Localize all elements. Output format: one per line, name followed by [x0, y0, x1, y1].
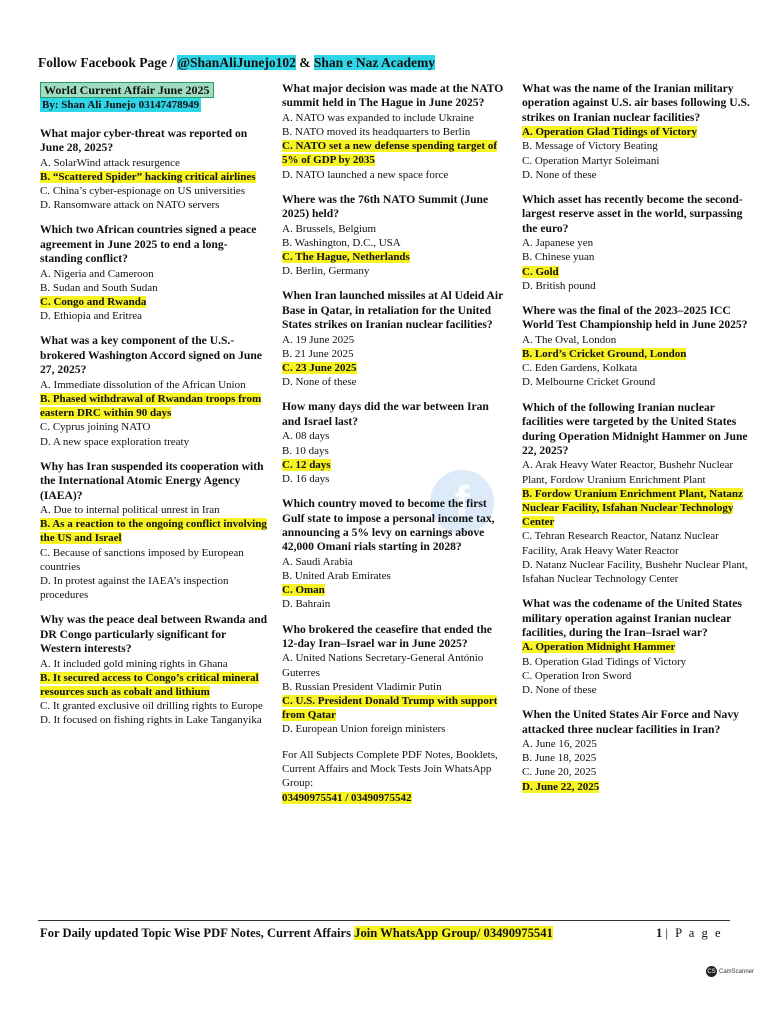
option-text: B. Phased withdrawal of Rwandan troops from eastern DRC within 90 days: [40, 392, 262, 420]
answer-option: [40, 281, 268, 295]
answer-option-correct: [282, 458, 510, 472]
option-text: D. None of these: [522, 683, 597, 696]
answer-option: [522, 139, 750, 153]
answer-option: [522, 669, 750, 683]
answer-option-correct: [522, 125, 750, 139]
promo-note: [282, 748, 510, 806]
option-text: B. June 18, 2025: [522, 752, 597, 765]
question-block: [522, 401, 750, 586]
answer-option: [40, 699, 268, 713]
option-text: C. U.S. President Donald Trump with support from Qatar: [282, 694, 498, 722]
answer-option: [282, 236, 510, 250]
answer-option: [282, 347, 510, 361]
question-text: When the United States Air Force and Navy attacked three nuclear facilities in Iran?: [522, 708, 739, 736]
answer-option: [282, 264, 510, 278]
option-text: D. Melbourne Cricket Ground: [522, 376, 656, 389]
option-text: D. Bahrain: [282, 598, 331, 611]
option-text: B. “Scattered Spider” hacking critical airlines: [40, 170, 256, 183]
promo-text: For All Subjects Complete PDF Notes, Booklets, Current Affairs and Mock Tests Join WhatsApp Group:: [282, 748, 498, 790]
answer-option: [282, 168, 510, 182]
answer-option-correct: [282, 250, 510, 264]
answer-option: [282, 680, 510, 694]
option-text: A. Nigeria and Cameroon: [40, 267, 154, 280]
option-text: C. Operation Martyr Soleimani: [522, 154, 660, 167]
answer-option: [522, 236, 750, 250]
page-label: | P a g e: [665, 926, 723, 940]
answer-option: [40, 198, 268, 212]
answer-option: [522, 154, 750, 168]
option-text: A. Brussels, Belgium: [282, 222, 377, 235]
answer-option: [40, 309, 268, 323]
option-text: A. 19 June 2025: [282, 333, 355, 346]
page-footer: [40, 926, 730, 941]
option-text: C. NATO set a new defense spending target of 5% of GDP by 2035: [282, 140, 497, 167]
question-block: [40, 460, 268, 603]
answer-option-correct: [40, 671, 268, 699]
option-text: B. Russian President Vladimir Putin: [282, 680, 442, 693]
answer-option: [282, 111, 510, 125]
option-text: C. Operation Iron Sword: [522, 669, 632, 682]
camscanner-badge: [706, 966, 754, 977]
option-text: D. Ransomware attack on NATO servers: [40, 199, 220, 212]
question-block: [282, 193, 510, 279]
byline: By: Shan Ali Junejo 03147478949: [42, 99, 200, 112]
option-text: B. Washington, D.C., USA: [282, 236, 401, 249]
answer-option: [282, 597, 510, 611]
question-text: Where was the 76th NATO Summit (June 2025) held?: [282, 192, 489, 221]
option-text: A. Saudi Arabia: [282, 555, 353, 568]
footer-divider: [38, 920, 730, 921]
facebook-handle: @ShanAliJunejo102: [177, 55, 296, 70]
question-block: [282, 623, 510, 737]
option-text: C. China’s cyber-espionage on US universities: [40, 185, 246, 198]
answer-option: [522, 737, 750, 751]
answer-option: [40, 713, 268, 727]
option-text: D. June 22, 2025: [522, 780, 600, 793]
option-text: D. Natanz Nuclear Facility, Bushehr Nuclear Plant, Isfahan Nuclear Technology Center: [522, 558, 748, 585]
question-block: [40, 127, 268, 213]
option-text: A. SolarWind attack resurgence: [40, 156, 180, 169]
question-list: [282, 82, 510, 737]
answer-option: [40, 267, 268, 281]
option-text: A. The Oval, London: [522, 333, 617, 346]
option-text: D. 16 days: [282, 472, 330, 485]
option-text: B. It secured access to Congo’s critical mineral resources such as cobalt and lithium: [40, 671, 259, 698]
header-prefix: Follow Facebook Page /: [38, 55, 178, 70]
option-text: C. June 20, 2025: [522, 766, 597, 779]
option-text: C. Eden Gardens, Kolkata: [522, 362, 638, 375]
answer-option-correct: [40, 517, 268, 545]
question-text: Why has Iran suspended its cooperation with the International Atomic Energy Agency (IAEA)?: [40, 459, 264, 502]
option-text: D. Ethiopia and Eritrea: [40, 310, 143, 323]
answer-option-correct: [40, 295, 268, 309]
question-text: Who brokered the ceasefire that ended the 12-day Iran–Israel war in June 2025?: [282, 622, 492, 650]
answer-option: [282, 472, 510, 486]
question-list: [522, 82, 750, 794]
option-text: B. Lord’s Cricket Ground, London: [522, 348, 687, 361]
question-block: [282, 497, 510, 611]
question-block: [40, 334, 268, 448]
answer-option: [40, 184, 268, 198]
question-block: [522, 193, 750, 293]
option-text: D. A new space exploration treaty: [40, 435, 190, 448]
answer-option-correct: [40, 170, 268, 184]
question-text: When Iran launched missiles at Al Udeid Air Base in Qatar, in retaliation for the United States strikes on Iranian nuclear facilities?: [282, 289, 504, 332]
answer-option-correct: [522, 265, 750, 279]
question-text: Which asset has recently become the second-largest reserve asset in the world, surpassing the euro?: [522, 193, 743, 235]
option-text: D. None of these: [522, 168, 597, 181]
page-number: [656, 926, 723, 941]
answer-option: [282, 444, 510, 458]
answer-option: [282, 569, 510, 583]
option-text: B. Chinese yuan: [522, 251, 595, 264]
answer-option: [282, 429, 510, 443]
option-text: B. Fordow Uranium Enrichment Plant, Natanz Nuclear Facility, Isfahan Nuclear Technology Center: [522, 487, 743, 529]
question-text: What was the codename of the United States military operation against Iranian nuclear facilities, during the Iran–Israel war?: [522, 597, 742, 639]
question-text: What major cyber-threat was reported on June 28, 2025?: [40, 126, 248, 155]
answer-option: [40, 657, 268, 671]
option-text: A. Operation Glad Tidings of Victory: [522, 126, 698, 139]
question-text: Where was the final of the 2023–2025 ICC World Test Championship held in June 2025?: [522, 304, 748, 332]
question-block: [282, 289, 510, 389]
answer-option: [522, 558, 750, 586]
answer-option-correct: [282, 694, 510, 722]
option-text: C. Oman: [282, 584, 325, 597]
option-text: D. In protest against the IAEA’s inspection procedures: [40, 574, 229, 602]
question-text: Why was the peace deal between Rwanda and DR Congo particularly significant for Western interests?: [40, 613, 268, 656]
page-header: [38, 55, 738, 71]
column-3: [522, 82, 750, 805]
option-text: B. Operation Glad Tidings of Victory: [522, 655, 687, 668]
answer-option: [522, 683, 750, 697]
question-text: How many days did the war between Iran and Israel last?: [282, 400, 489, 428]
option-text: B. Sudan and South Sudan: [40, 281, 158, 294]
answer-option-correct: [282, 583, 510, 597]
answer-option: [522, 529, 750, 557]
camscanner-logo-icon: CS: [706, 966, 717, 977]
option-text: A. NATO was expanded to include Ukraine: [282, 111, 474, 124]
question-text: What major decision was made at the NATO summit held in The Hague in June 2025?: [282, 82, 504, 110]
question-text: Which country moved to become the first Gulf state to impose a personal income tax, announcing a 5% levy on earnings above 42,000 Omani rials starting in 2028?: [282, 497, 495, 554]
option-text: C. 12 days: [282, 458, 331, 471]
option-text: A. Due to internal political unrest in Iran: [40, 503, 220, 516]
answer-option: [282, 333, 510, 347]
option-text: C. The Hague, Netherlands: [282, 251, 410, 264]
question-block: [522, 304, 750, 390]
option-text: C. It granted exclusive oil drilling rights to Europe: [40, 700, 263, 713]
question-block: [522, 597, 750, 697]
answer-option-correct: [522, 347, 750, 361]
answer-option: [40, 420, 268, 434]
question-text: What was a key component of the U.S.-brokered Washington Accord signed on June 27, 2025?: [40, 334, 262, 377]
answer-option: [282, 375, 510, 389]
camscanner-label: CamScanner: [719, 968, 755, 975]
answer-option: [282, 722, 510, 736]
option-text: C. Because of sanctions imposed by European countries: [40, 546, 244, 573]
option-text: A. Japanese yen: [522, 237, 594, 250]
facebook-watermark-icon: f: [430, 470, 494, 534]
question-block: [40, 223, 268, 323]
answer-option: [522, 765, 750, 779]
answer-option: [282, 555, 510, 569]
option-text: A. Arak Heavy Water Reactor, Bushehr Nuclear Plant, Fordow Uranium Enrichment Plant: [522, 459, 734, 486]
promo-phones: 03490975541 / 03490975542: [282, 791, 412, 804]
answer-option-correct: [522, 780, 750, 794]
academy-name: Shan e Naz Academy: [313, 55, 435, 70]
answer-option-correct: [282, 139, 510, 167]
answer-option: [282, 651, 510, 679]
answer-option: [282, 125, 510, 139]
question-text: What was the name of the Iranian military operation against U.S. air bases following U.S. strikes on Iranian nuclear facilities?: [522, 82, 750, 124]
option-text: A. Operation Midnight Hammer: [522, 641, 676, 654]
answer-option-correct: [282, 361, 510, 375]
answer-option: [40, 574, 268, 602]
column-2: [282, 82, 510, 805]
answer-option: [40, 378, 268, 392]
option-text: B. 10 days: [282, 444, 329, 457]
answer-option: [522, 333, 750, 347]
question-block: [522, 708, 750, 794]
question-block: [282, 82, 510, 182]
option-text: D. European Union foreign ministers: [282, 723, 446, 736]
answer-option: [522, 458, 750, 486]
option-text: C. Tehran Research Reactor, Natanz Nuclear Facility, Arak Heavy Water Reactor: [522, 530, 719, 557]
option-text: A. Immediate dissolution of the African Union: [40, 378, 246, 391]
question-list: [40, 127, 268, 728]
answer-option-correct: [522, 487, 750, 530]
option-text: B. Message of Victory Beating: [522, 140, 658, 153]
option-text: C. Cyprus joining NATO: [40, 421, 151, 434]
question-block: [282, 400, 510, 486]
option-text: C. 23 June 2025: [282, 362, 357, 375]
question-block: [522, 82, 750, 182]
column-1: [40, 82, 268, 739]
answer-option: [522, 361, 750, 375]
question-block: [40, 613, 268, 727]
answer-option: [522, 250, 750, 264]
answer-option: [522, 751, 750, 765]
answer-option: [40, 546, 268, 574]
option-text: D. NATO launched a new space force: [282, 168, 449, 181]
option-text: B. United Arab Emirates: [282, 569, 391, 582]
doc-title: World Current Affair June 2025: [40, 82, 214, 98]
option-text: B. As a reaction to the ongoing conflict involving the US and Israel: [40, 518, 267, 545]
option-text: C. Gold: [522, 265, 559, 278]
option-text: D. British pound: [522, 279, 596, 292]
answer-option: [522, 655, 750, 669]
option-text: B. NATO moved its headquarters to Berlin: [282, 126, 471, 139]
answer-option: [522, 375, 750, 389]
footer-join: Join WhatsApp Group/ 03490975541: [354, 926, 553, 940]
answer-option: [282, 222, 510, 236]
answer-option-correct: [40, 392, 268, 420]
option-text: C. Congo and Rwanda: [40, 296, 147, 309]
option-text: A. United Nations Secretary-General António Guterres: [282, 652, 484, 679]
answer-option: [522, 168, 750, 182]
option-text: B. 21 June 2025: [282, 347, 354, 360]
question-text: Which two African countries signed a peace agreement in June 2025 to end a long-standing conflict?: [40, 223, 257, 266]
footer-text: For Daily updated Topic Wise PDF Notes, Current Affairs: [40, 926, 355, 940]
option-text: D. It focused on fishing rights in Lake Tanganyika: [40, 714, 262, 727]
answer-option: [40, 156, 268, 170]
answer-option-correct: [522, 640, 750, 654]
answer-option: [522, 279, 750, 293]
option-text: D. Berlin, Germany: [282, 265, 370, 278]
option-text: A. It included gold mining rights in Ghana: [40, 657, 228, 670]
answer-option: [40, 435, 268, 449]
answer-option: [40, 503, 268, 517]
option-text: D. None of these: [282, 376, 357, 389]
page-number-value: 1: [656, 926, 663, 940]
header-amp: &: [295, 55, 314, 70]
question-text: Which of the following Iranian nuclear facilities were targeted by the United States during Operation Midnight Hammer on June 22, 2025?: [522, 400, 748, 457]
option-text: A. 08 days: [282, 430, 330, 443]
option-text: A. June 16, 2025: [522, 737, 597, 750]
